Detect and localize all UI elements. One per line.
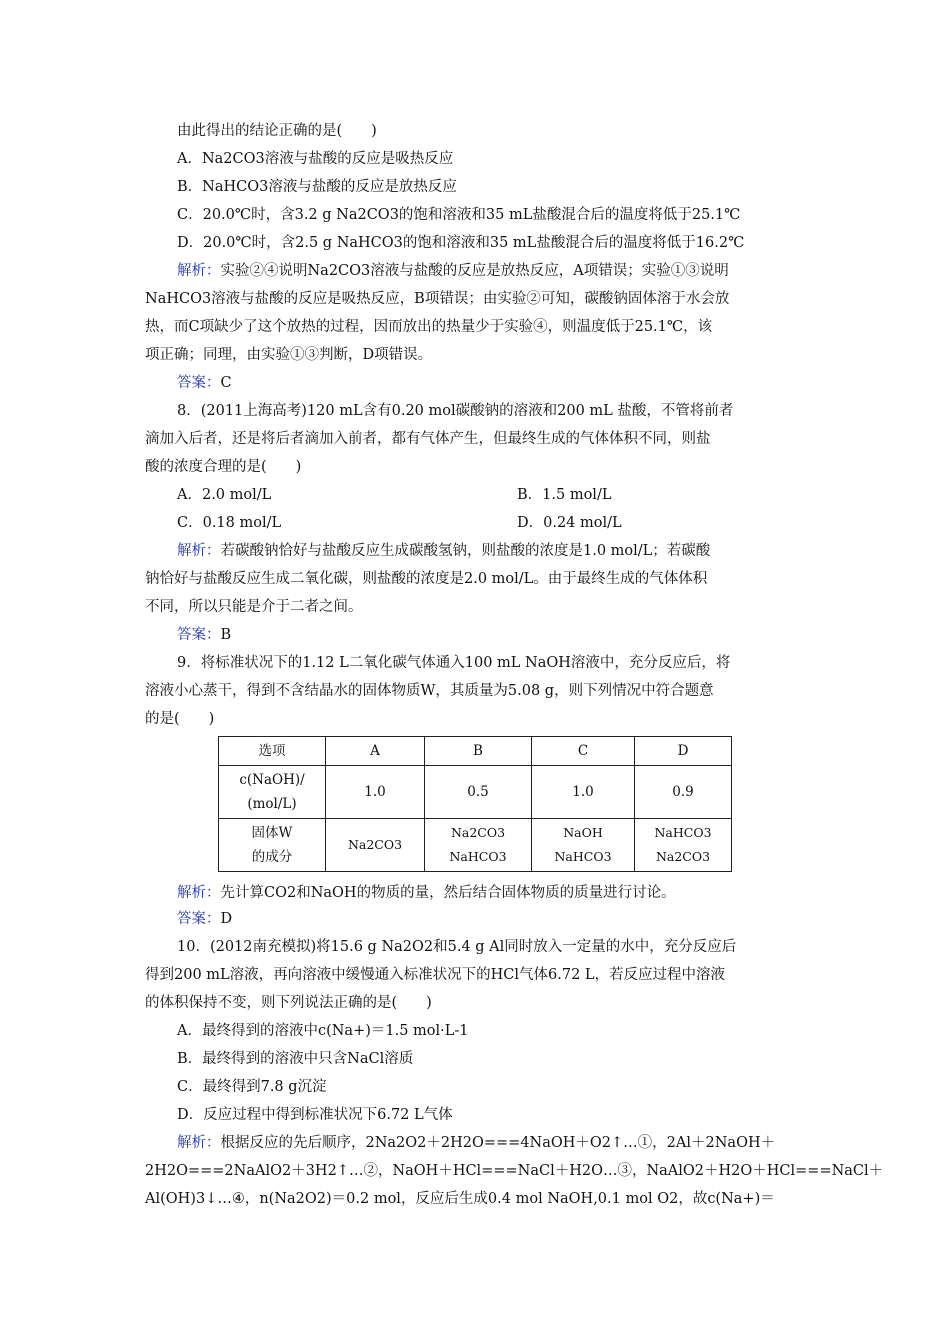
cell-line: NaHCO3 [654, 825, 712, 840]
q8-option-c: C．0.18 mol/L [177, 515, 282, 531]
q10-option-b: B．最终得到的溶液中只含NaCl溶质 [177, 1051, 414, 1067]
table-cell: 1.0 [326, 766, 425, 819]
q9-analysis-text: 先计算CO2和NaOH的物质的量，然后结合固体物质的质量进行讨论。 [220, 885, 676, 901]
q7-answer-line [177, 373, 232, 393]
cell-line: NaHCO3 [554, 849, 612, 864]
q10-line-1: 10．(2012南充模拟)将15.6 g Na2O2和5.4 g Al同时放入一定量的水中，充分反应后 [177, 939, 737, 955]
table-header-cell: 选项 [219, 737, 326, 766]
analysis-label: 解析： [177, 885, 221, 901]
q8-analysis-3: 不同，所以只能是介于二者之间。 [145, 599, 363, 615]
table-cell: 0.5 [425, 766, 532, 819]
table-header-cell: C [532, 737, 635, 766]
table-cell [532, 819, 635, 872]
cell-line: Na2CO3 [655, 849, 711, 864]
table-row [219, 819, 732, 872]
q8-line-2: 滴加入后者，还是将后者滴加入前者，都有气体产生，但最终生成的气体体积不同，则盐 [145, 431, 711, 447]
table-row-label [219, 819, 326, 872]
q8-line-3: 酸的浓度合理的是( ) [145, 459, 302, 475]
q9-line-2: 溶液小心蒸干，得到不含结晶水的固体物质W，其质量为5.08 g，则下列情况中符合题意 [145, 683, 714, 699]
q9-answer-line [177, 909, 232, 929]
answer-label: 答案： [177, 911, 221, 927]
q7-analysis-3: 热，而C项缺少了这个放热的过程，因而放出的热量少于实验④，则温度低于25.1℃，该 [145, 319, 713, 335]
q7-option-d: D．20.0℃时，含2.5 g NaHCO3的饱和溶液和35 mL盐酸混合后的温度将低于16.2℃ [177, 235, 745, 251]
q8-option-b: B．1.5 mol/L [517, 487, 612, 503]
q9-line-1: 9．将标准状况下的1.12 L二氧化碳气体通入100 mL NaOH溶液中，充分反应后，将 [177, 655, 731, 671]
q7-option-a: A．Na2CO3溶液与盐酸的反应是吸热反应 [177, 151, 454, 167]
q7-analysis-4: 项正确；同理，由实验①③判断，D项错误。 [145, 347, 433, 363]
q10-analysis-line [177, 1133, 775, 1153]
row-label-line: 固体W [251, 825, 293, 841]
row-label-line: 的成分 [251, 849, 293, 865]
q9-analysis-line [177, 883, 676, 903]
row-label-line: c(NaOH)/ [239, 772, 305, 788]
table-row [219, 766, 732, 819]
row-label-line: (mol/L) [247, 796, 297, 812]
q9-line-3: 的是( ) [145, 711, 215, 727]
q8-option-a: A．2.0 mol/L [177, 487, 272, 503]
table-header-cell: D [635, 737, 732, 766]
q10-line-2: 得到200 mL溶液，再向溶液中缓慢通入标准状况下的HCl气体6.72 L，若反应过程中溶液 [145, 967, 726, 983]
answer-label: 答案： [177, 627, 221, 643]
q7-option-b: B．NaHCO3溶液与盐酸的反应是放热反应 [177, 179, 457, 195]
table-header-cell: A [326, 737, 425, 766]
q8-analysis-2: 钠恰好与盐酸反应生成二氧化碳，则盐酸的浓度是2.0 mol/L。由于最终生成的气体体积 [145, 571, 708, 587]
answer-label: 答案： [177, 375, 221, 391]
q8-analysis-text: 若碳酸钠恰好与盐酸反应生成碳酸氢钠，则盐酸的浓度是1.0 mol/L；若碳酸 [220, 543, 711, 559]
q10-analysis-3: Al(OH)3↓…④，n(Na2O2)＝0.2 mol，反应后生成0.4 mol NaOH,0.1 mol O2，故c(Na+)＝ [145, 1191, 775, 1207]
table-cell: Na2CO3 [326, 819, 425, 872]
q8-line-1: 8．(2011上海高考)120 mL含有0.20 mol碳酸钠的溶液和200 mL 盐酸，不管将前者 [177, 403, 734, 419]
cell-line: NaOH [563, 825, 603, 840]
q10-option-a: A．最终得到的溶液中c(Na+)＝1.5 mol·L-1 [177, 1023, 469, 1039]
table-cell: 1.0 [532, 766, 635, 819]
table-cell [425, 819, 532, 872]
q10-line-3: 的体积保持不变，则下列说法正确的是( ) [145, 995, 432, 1011]
q10-analysis-2: 2H2O===2NaAlO2＋3H2↑…②，NaOH＋HCl===NaCl＋H2O…③，NaAlO2＋H2O＋HCl===NaCl＋ [145, 1163, 884, 1179]
analysis-label: 解析： [177, 1135, 221, 1151]
cell-line: Na2CO3 [450, 825, 506, 840]
table-cell [635, 819, 732, 872]
q7-answer: C [220, 375, 232, 391]
q9-options-table [218, 736, 732, 872]
analysis-label: 解析： [177, 263, 221, 279]
q7-analysis-line [177, 261, 729, 281]
q7-analysis-text: 实验②④说明Na2CO3溶液与盐酸的反应是放热反应，A项错误；实验①③说明 [220, 263, 729, 279]
q10-option-c: C．最终得到7.8 g沉淀 [177, 1079, 327, 1095]
q9-answer: D [220, 911, 233, 927]
q8-analysis-line [177, 541, 710, 561]
analysis-label: 解析： [177, 543, 221, 559]
cell-line: NaHCO3 [449, 849, 507, 864]
q8-answer: B [220, 627, 232, 643]
table-cell: 0.9 [635, 766, 732, 819]
q7-option-c: C．20.0℃时，含3.2 g Na2CO3的饱和溶液和35 mL盐酸混合后的温度将低于25.1℃ [177, 207, 741, 223]
table-row [219, 737, 732, 766]
q7-stem: 由此得出的结论正确的是( ) [177, 123, 377, 139]
q7-analysis-2: NaHCO3溶液与盐酸的反应是吸热反应，B项错误；由实验②可知，碳酸钠固体溶于水会放 [145, 291, 730, 307]
q10-option-d: D．反应过程中得到标准状况下6.72 L气体 [177, 1107, 453, 1123]
q8-option-d: D．0.24 mol/L [517, 515, 622, 531]
q10-analysis-text: 根据反应的先后顺序，2Na2O2＋2H2O===4NaOH＋O2↑…①，2Al＋2NaOH＋ [220, 1135, 776, 1151]
table-header-cell: B [425, 737, 532, 766]
table-row-label [219, 766, 326, 819]
q8-answer-line [177, 625, 231, 645]
